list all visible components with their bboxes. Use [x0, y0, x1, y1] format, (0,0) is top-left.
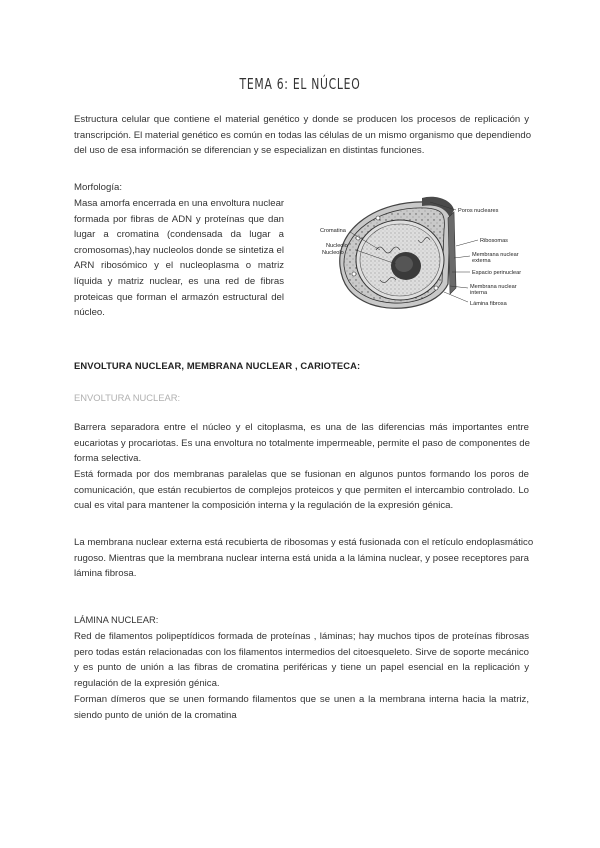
- morphology-line: líquida y matriz nuclear, es una red de fibras: [74, 275, 284, 287]
- text-line: lámina fibrosa.: [74, 568, 137, 580]
- lamina-label: LÁMINA NUCLEAR:: [74, 614, 159, 625]
- envoltura-paragraph-2: [74, 467, 529, 514]
- lamina-paragraph-1: [74, 629, 529, 691]
- text-line: pero todas están relacionadas con los filamentos intermedios del citoesqueleto. Sirve de soporte mecánico: [74, 646, 529, 658]
- text-line: eucariotas y procariotas. Es una envoltura no totalmente impermeable, permite el paso de componentes de: [74, 437, 530, 449]
- intro-line: del uso de esa información se diferencian y se especializan en distintas funciones.: [74, 145, 425, 157]
- text-line: rugoso. Mientras que la membrana nuclear interna está unida a la lámina nuclear, y posee receptores para: [74, 552, 529, 564]
- label-ribosomas: Ribosomas: [480, 238, 508, 244]
- page-title: TEMA 6: EL NÚCLEO: [239, 75, 361, 93]
- nucleus-illustration: [340, 197, 456, 309]
- morphology-paragraph: [74, 196, 284, 321]
- label-poros: Poros nucleares: [458, 208, 499, 214]
- label-membrana-externa: Membrana nuclear: [472, 252, 519, 258]
- label-lamina: Lámina fibrosa: [470, 301, 507, 307]
- morphology-line: cromosomas),hay nucleolos donde se sintetiza el: [74, 244, 284, 256]
- text-line: cual es vital para mantener la composición interna y la regulación de la expresión génica.: [74, 500, 454, 512]
- text-line: Red de filamentos polipeptídicos formada de proteínas , láminas; hay muchos tipos de proteínas fibrosas: [74, 631, 529, 642]
- label-membrana-interna: Membrana nuclear: [470, 284, 517, 290]
- label-cromatina: Cromatina: [320, 228, 346, 234]
- morphology-line: Masa amorfa encerrada en una envoltura nuclear: [74, 198, 285, 209]
- envoltura-paragraph-1: [74, 420, 529, 467]
- lamina-paragraph-2: [74, 692, 529, 723]
- intro-line: Estructura celular que contiene el material genético y donde se producen los procesos de replicación y: [74, 114, 529, 125]
- morphology-line: proteicas que forman el armazón estructural del: [74, 291, 284, 303]
- text-line: forma selectiva.: [74, 453, 142, 465]
- morphology-line: núcleo.: [74, 307, 105, 319]
- label-membrana-externa-2: externa: [472, 258, 491, 264]
- morphology-line: formada por fibras de ADN y proteínas que dan: [74, 213, 284, 225]
- intro-line: transcripción. El material genético es común en todas las células de un mismo organismo que dependiendo: [74, 129, 532, 141]
- intro-paragraph: [74, 112, 532, 159]
- morphology-line: lugar a cromatina (condensada da lugar a: [74, 229, 284, 241]
- morphology-line: ARN ribosómico y el nucleoplasma o matriz: [74, 260, 284, 272]
- label-membrana-interna-2: interna: [470, 290, 488, 296]
- text-line: siendo punto de unión de la cromatina: [74, 709, 237, 721]
- label-nucleolo-2: Nucleolo: [322, 250, 344, 256]
- text-line: Barrera separadora entre el núcleo y el citoplasma, es una de las diferencias más importantes entre: [74, 422, 529, 433]
- morphology-label: Morfología:: [74, 182, 122, 193]
- text-line: Forman dímeros que se unen formando filamentos que se unen a la membrana interna hacia la matriz,: [74, 694, 529, 705]
- text-line: Está formada por dos membranas paralelas que se fusionan en algunos puntos formando los poros de: [74, 469, 529, 480]
- envoltura-label: ENVOLTURA NUCLEAR:: [74, 392, 181, 403]
- nucleus-diagram: [318, 188, 532, 328]
- text-line: La membrana nuclear externa está recubierta de ribosomas y está fusionada con el retículo endoplasmático: [74, 537, 534, 548]
- text-line: regulación de la expresión génica.: [74, 677, 220, 689]
- label-nucleolo: Nucleolo: [326, 243, 348, 249]
- text-line: y es punto de unión a las fibras de cromatina periféricas y tiene un papel esencial en la replicación y: [74, 662, 529, 674]
- envoltura-paragraph-3: [74, 535, 534, 582]
- text-line: comunicación, que están recubiertos de complejos proteicos y que permiten el intercambio controlado. Lo: [74, 484, 529, 496]
- section-heading: ENVOLTURA NUCLEAR, MEMBRANA NUCLEAR , CARIOTECA:: [74, 360, 361, 371]
- label-espacio: Espacio perinuclear: [472, 270, 522, 276]
